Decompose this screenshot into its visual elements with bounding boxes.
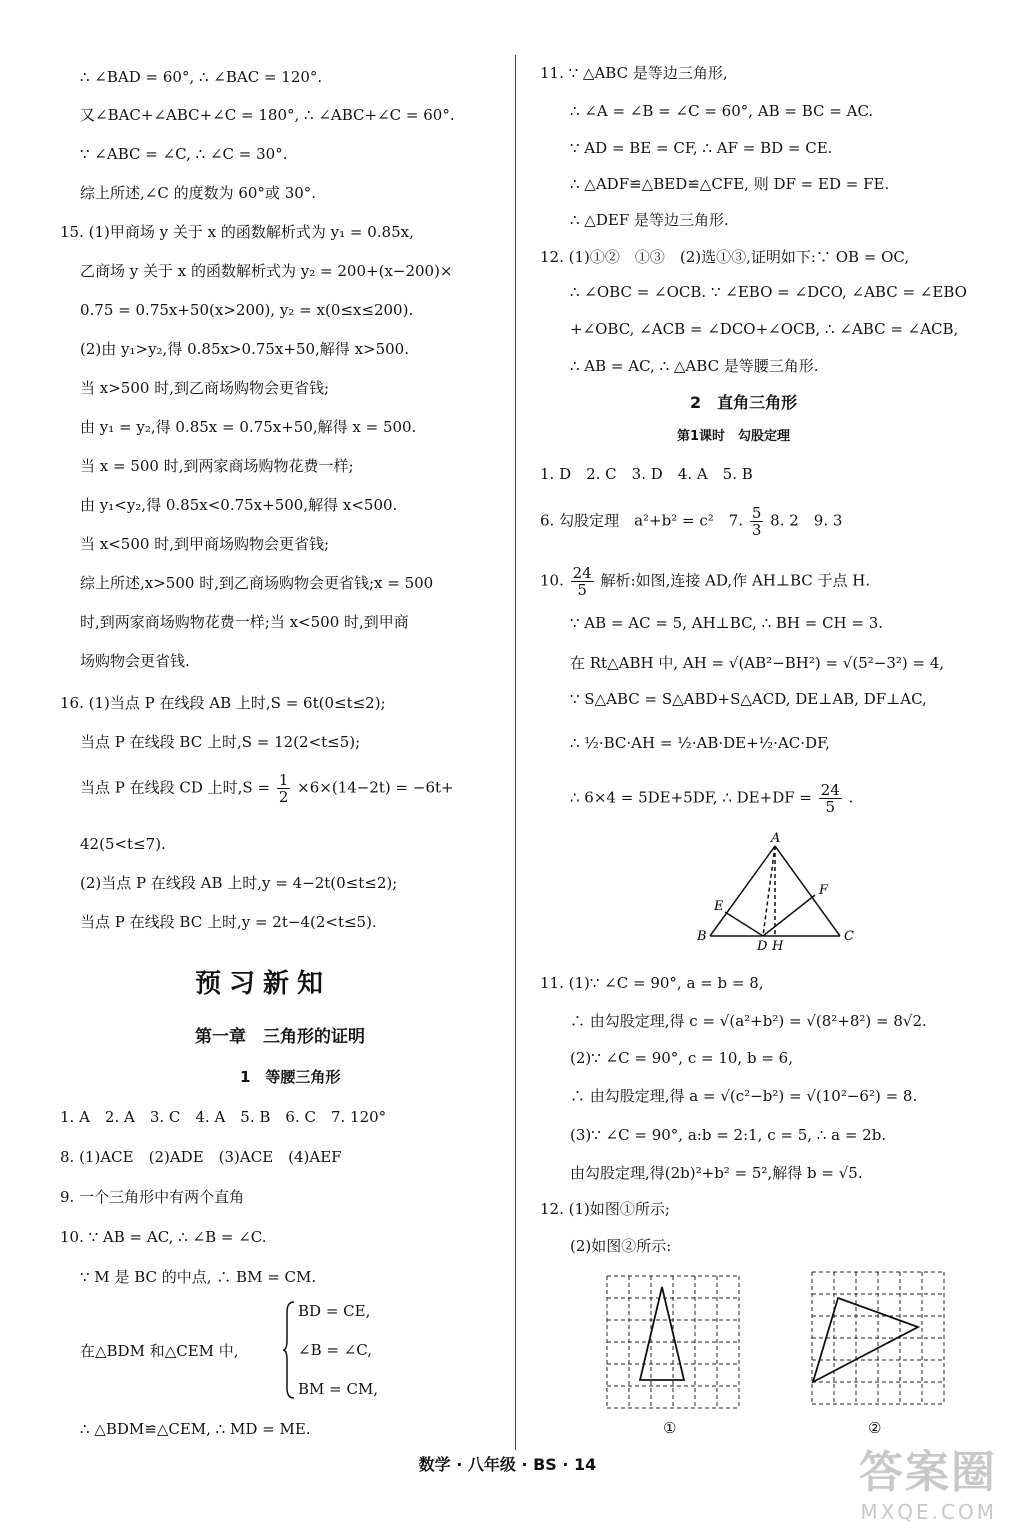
question-10-right xyxy=(540,565,870,598)
fraction xyxy=(277,772,291,805)
answer-line: 8. (1)ACE (2)ADE (3)ACE (4)AEF xyxy=(60,1148,342,1166)
result-line: ∴ 6×4 = 5DE+5DF, ∴ DE+DF = $\frac{24}{5}$ . xyxy=(570,781,854,816)
text-line: (2)由 y₁>y₂,得 0.85x>0.75x+50,解得 x>500. xyxy=(80,340,409,358)
text-line: ∵ AB = AC = 5, AH⊥BC, ∴ BH = CH = 3. xyxy=(570,614,884,632)
text-line: 场购物会更省钱. xyxy=(80,652,190,670)
text-line: 时,到两家商场购物花费一样;当 x<500 时,到甲商 xyxy=(80,613,409,631)
fraction-numerator: 5 xyxy=(751,504,762,522)
text-line: ∴ △DEF 是等边三角形. xyxy=(570,211,729,229)
text-fragment: 8. 2 9. 3 xyxy=(770,511,843,530)
text-line: 综上所述,x>500 时,到乙商场购物会更省钱;x = 500 xyxy=(80,574,434,592)
text-line: ∴ ∠BAD = 60°, ∴ ∠BAC = 120°. xyxy=(80,68,323,86)
text-line: (2)∵ ∠C = 90°, c = 10, b = 6, xyxy=(570,1049,793,1067)
label-A: A xyxy=(771,832,781,846)
text-line: ∴ ∠OBC = ∠OCB. ∵ ∠EBO = ∠DCO, ∠ABC = ∠EBO xyxy=(570,283,967,301)
fraction-denominator: 3 xyxy=(751,521,762,539)
text-line: 在 Rt△ABH 中, AH = √(AB²−BH²) = √(5²−3²) = 4, xyxy=(570,654,945,672)
text-line: 42(5<t≤7). xyxy=(80,835,166,853)
label-B: B xyxy=(697,929,707,944)
system-row: BD = CE, xyxy=(298,1302,371,1320)
fraction-numerator: 1 xyxy=(278,771,289,789)
text-line: 又∠BAC+∠ABC+∠C = 180°, ∴ ∠ABC+∠C = 60°. xyxy=(80,106,455,124)
text-line: ∵ S△ABC = S△ABD+S△ACD, DE⊥AB, DF⊥AC, xyxy=(570,690,927,708)
fraction-denominator: 2 xyxy=(278,788,289,806)
column-divider xyxy=(515,55,516,1450)
label-H: H xyxy=(772,939,784,954)
text-line: +∠OBC, ∠ACB = ∠DCO+∠OCB, ∴ ∠ABC = ∠ACB, xyxy=(570,320,959,338)
brace-icon xyxy=(282,1300,296,1400)
fraction-denominator: 5 xyxy=(825,798,836,816)
fraction-numerator: 24 xyxy=(820,781,840,799)
fraction xyxy=(571,565,594,598)
triangle-diagram xyxy=(695,832,865,954)
text-fragment: 10. xyxy=(540,571,564,590)
text-line: ∴ 由勾股定理,得 a = √(c²−b²) = √(10²−6²) = 8. xyxy=(570,1087,918,1105)
figure-1-label: ① xyxy=(663,1419,677,1437)
text-line: 当点 P 在线段 BC 上时,y = 2t−4(2<t≤5). xyxy=(80,913,377,931)
question-12b: 12. (1)如图①所示; xyxy=(540,1200,670,1218)
fraction-numerator: 24 xyxy=(572,564,592,582)
text-line: 由 y₁ = y₂,得 0.85x = 0.75x+50,解得 x = 500. xyxy=(80,418,417,436)
fraction xyxy=(819,782,842,815)
label-F: F xyxy=(819,883,829,898)
text-fragment: ∴ 6×4 = 5DE+5DF, ∴ DE+DF = xyxy=(570,788,812,807)
fraction-denominator: 5 xyxy=(577,581,587,599)
section-title: 预习新知 xyxy=(195,969,332,999)
fraction xyxy=(750,505,764,538)
text-line-with-fraction xyxy=(80,772,454,805)
answer-line: 9. 一个三角形中有两个直角 xyxy=(60,1188,245,1206)
text-line: 由勾股定理,得(2b)²+b² = 5²,解得 b = √5. xyxy=(570,1164,863,1182)
section2-title: 2 直角三角形 xyxy=(690,393,798,412)
text-line: 0.75 = 0.75x+50(x>200), y₂ = x(0≤x≤200). xyxy=(80,301,414,319)
text-fragment: 6. 勾股定理 a²+b² = c² 7. xyxy=(540,511,744,530)
grid-figure-1 xyxy=(605,1274,745,1414)
question-12: 12. (1)①② ①③ (2)选①③,证明如下:∵ OB = OC, xyxy=(540,248,910,266)
text-line: 综上所述,∠C 的度数为 60°或 30°. xyxy=(80,184,317,202)
label-D: D xyxy=(757,939,768,954)
text-line: ∵ ∠ABC = ∠C, ∴ ∠C = 30°. xyxy=(80,145,288,163)
watermark-logo: 答案圈 MXQE.COM xyxy=(859,1447,997,1524)
text-line: (2)如图②所示: xyxy=(570,1237,672,1255)
text-fragment: 当点 P 在线段 CD 上时,S = xyxy=(80,778,271,797)
lesson-title: 1 等腰三角形 xyxy=(240,1068,341,1086)
system-row: ∠B = ∠C, xyxy=(298,1341,372,1359)
text-line: ∴ ∠A = ∠B = ∠C = 60°, AB = BC = AC. xyxy=(570,102,874,120)
question-11b: 11. (1)∵ ∠C = 90°, a = b = 8, xyxy=(540,974,764,992)
question-11: 11. ∵ △ABC 是等边三角形, xyxy=(540,64,728,82)
chapter-title: 第一章 三角形的证明 xyxy=(195,1027,365,1047)
text-line: ∴ AB = AC, ∴ △ABC 是等腰三角形. xyxy=(570,357,819,375)
label-E: E xyxy=(714,899,724,914)
label-C: C xyxy=(844,929,854,944)
text-line: ∵ AD = BE = CF, ∴ AF = BD = CE. xyxy=(570,139,833,157)
text-line: ∴ △ADF≌△BED≌△CFE, 则 DF = ED = FE. xyxy=(570,175,890,193)
grid-figure-2 xyxy=(810,1270,950,1410)
text-line: (3)∵ ∠C = 90°, a:b = 2:1, c = 5, ∴ a = 2b. xyxy=(570,1126,887,1144)
text-line: ∴ ½·BC·AH = ½·AB·DE+½·AC·DF, xyxy=(570,734,830,752)
text-line: 当 x = 500 时,到两家商场购物花费一样; xyxy=(80,457,354,475)
system-row: BM = CM, xyxy=(298,1380,379,1398)
answer-line: 1. A 2. A 3. C 4. A 5. B 6. C 7. 120° xyxy=(60,1108,387,1126)
text-line: 当 x>500 时,到乙商场购物会更省钱; xyxy=(80,379,330,397)
system-intro: 在△BDM 和△CEM 中, xyxy=(80,1342,239,1360)
answer-line: 1. D 2. C 3. D 4. A 5. B xyxy=(540,465,753,483)
question-16: 16. (1)当点 P 在线段 AB 上时,S = 6t(0≤t≤2); xyxy=(60,694,386,712)
page-footer: 数学 · 八年级 · BS · 14 xyxy=(418,1455,597,1474)
text-fragment: ×6×(14−2t) = −6t+ xyxy=(297,778,454,797)
text-line: 当 x<500 时,到甲商场购物会更省钱; xyxy=(80,535,330,553)
question-10: 10. ∵ AB = AC, ∴ ∠B = ∠C. xyxy=(60,1228,267,1246)
text-line: ∴ △BDM≌△CEM, ∴ MD = ME. xyxy=(80,1420,311,1438)
question-15: 15. (1)甲商场 y 关于 x 的函数解析式为 y₁ = 0.85x, xyxy=(60,223,414,241)
text-line: (2)当点 P 在线段 AB 上时,y = 4−2t(0≤t≤2); xyxy=(80,874,398,892)
text-line: 乙商场 y 关于 x 的函数解析式为 y₂ = 200+(x−200)× xyxy=(80,262,453,280)
lesson2-title: 第1课时 勾股定理 xyxy=(677,429,791,444)
figure-2-label: ② xyxy=(868,1419,882,1437)
answer-line-with-fraction xyxy=(540,505,842,538)
text-line: 当点 P 在线段 BC 上时,S = 12(2<t≤5); xyxy=(80,733,361,751)
text-line: ∵ M 是 BC 的中点, ∴ BM = CM. xyxy=(80,1268,317,1286)
text-line: ∴ 由勾股定理,得 c = √(a²+b²) = √(8²+8²) = 8√2. xyxy=(570,1012,927,1030)
text-line: 由 y₁<y₂,得 0.85x<0.75x+500,解得 x<500. xyxy=(80,496,398,514)
text-fragment: 解析:如图,连接 AD,作 AH⊥BC 于点 H. xyxy=(600,571,871,590)
